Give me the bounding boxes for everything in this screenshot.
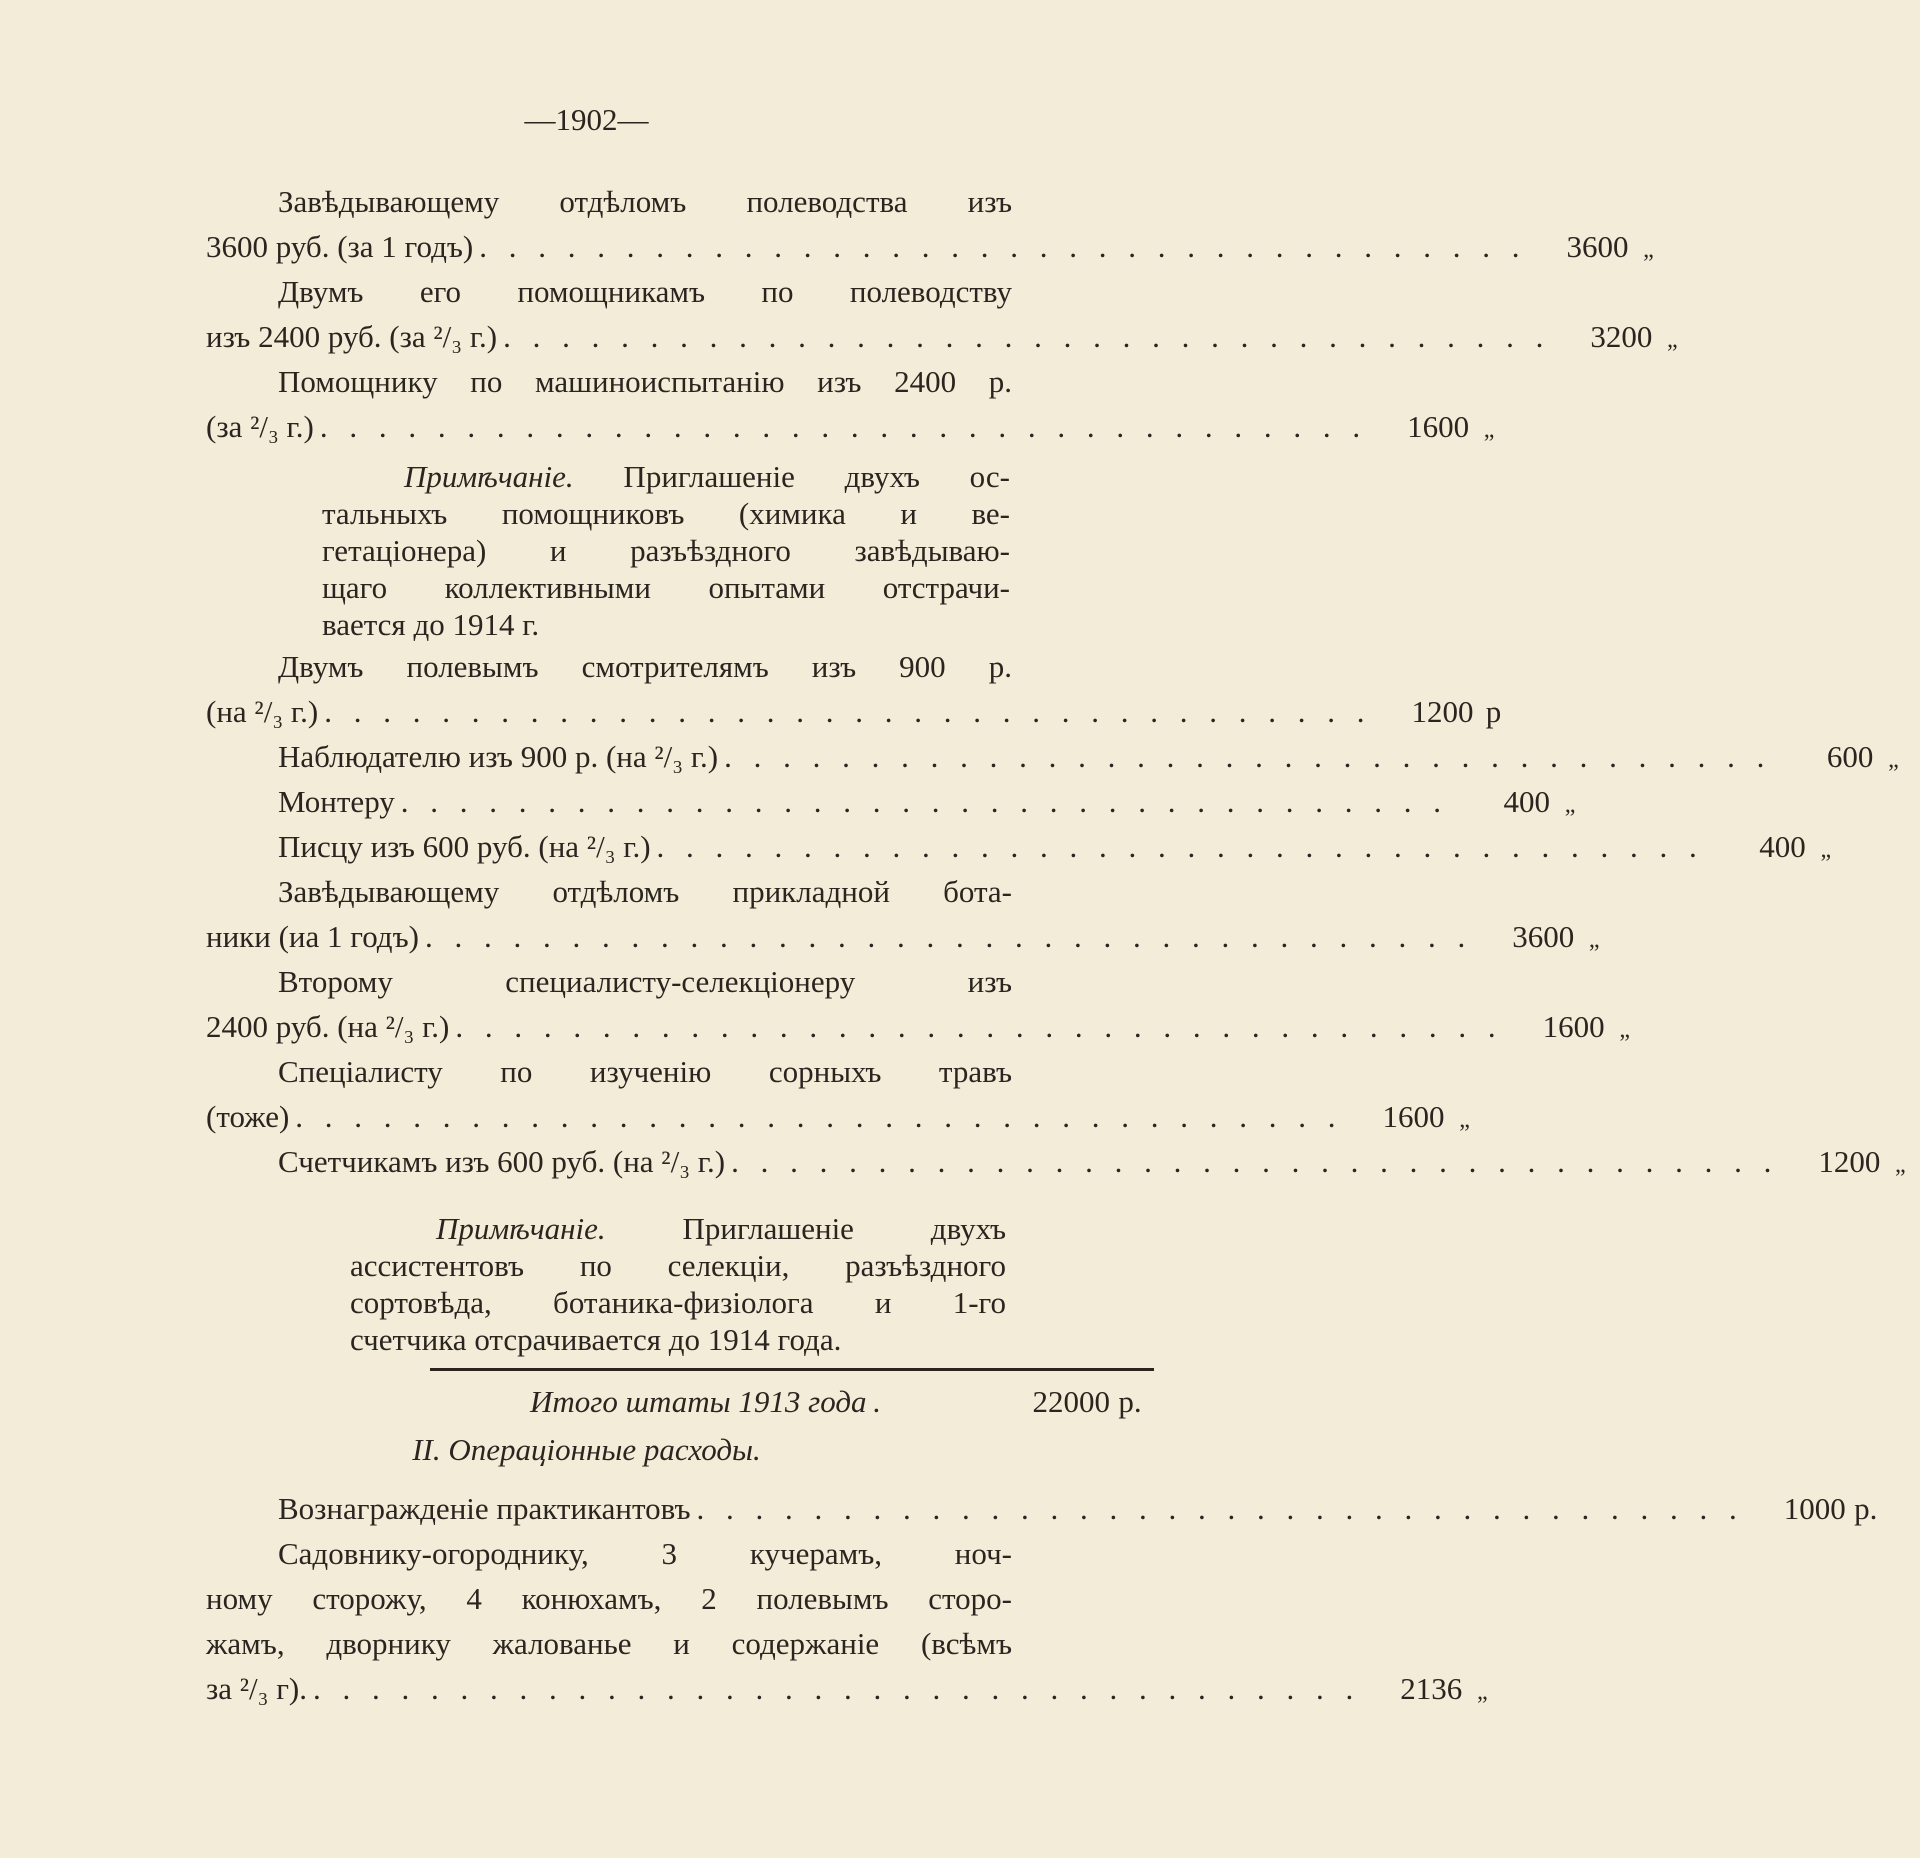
entry-row <box>206 1140 1906 1187</box>
leader-dots: . . . . . . . . . . . . . . . . . . . . . . . . . . . . . . . . . . . . <box>313 1671 1361 1706</box>
note-line: тальныхъ помощниковъ (химика и ве- <box>322 496 1010 531</box>
entry-amount: 400 <box>1503 784 1551 819</box>
entry-amount: 3200 <box>1590 319 1653 354</box>
note-label: Примѣчаніе. <box>436 1211 606 1246</box>
note-text: Приглашеніе двухъ ос- <box>573 459 1010 494</box>
entry-row <box>206 225 1654 272</box>
entry-amount: 1600 <box>1407 409 1470 444</box>
entry-text: Счетчикамъ изъ 600 руб. (на ²/₃ г.) <box>278 1144 726 1179</box>
leader-dots: . . . . . . . . . . . . . . . . . . . . . . . . . . . . . . . . . . . . <box>400 784 1449 819</box>
entry-unit: р. <box>1854 1491 1878 1526</box>
text-line: Спеціалисту по изученію сорныхъ травъ <box>278 1054 1012 1089</box>
leader-dots: . . . . . . . . . . . . . . . . . . . . . . . . . . . . . . . . . . . . <box>324 694 1372 729</box>
note-text: Приглашеніе двухъ <box>605 1211 1006 1246</box>
entry-row <box>206 1095 1470 1142</box>
entry-row <box>206 735 1899 782</box>
entry-row <box>206 1005 1630 1052</box>
entry-amount: 2136 <box>1400 1671 1463 1706</box>
entry-unit: „ <box>1459 1107 1470 1133</box>
entry-unit: „ <box>1667 327 1678 353</box>
entry-row <box>206 1487 1878 1531</box>
leader-dots: . . . . . . . . . . . . . . . . . . . . . . . . . . . . . . . . . . . . <box>424 919 1473 954</box>
note-block <box>322 458 1010 643</box>
entry-amount: 1000 <box>1783 1491 1846 1526</box>
leader-dots: . . . . . . . . . . . . . . . . . . . . . . . . . . . . . . . . . . . . <box>696 1491 1744 1526</box>
text-line: Двумъ его помощникамъ по полеводству <box>278 274 1012 309</box>
total-label: Итого штаты 1913 года <box>530 1384 867 1419</box>
note-line: сортовѣда, ботаника-физіолога и 1-го <box>350 1285 1006 1320</box>
entry-unit: „ <box>1619 1017 1630 1043</box>
entry-text: (тоже) <box>206 1099 290 1134</box>
entry-unit: „ <box>1643 237 1654 263</box>
entry-unit: „ <box>1888 747 1899 773</box>
entry-unit: „ <box>1483 417 1495 443</box>
leader-dots: . . . . . . . . . . . . . . . . . . . . . . . . . . . . . . . . . . . . <box>319 409 1368 444</box>
entry-row <box>206 315 1678 362</box>
entry-row <box>206 690 1502 734</box>
entry-amount: 3600 <box>1512 919 1575 954</box>
entry-row <box>206 780 1576 827</box>
total-unit: р. <box>1118 1384 1142 1419</box>
text-line: Второму специалисту-селекціонеру изъ <box>278 964 1012 999</box>
entry-row <box>206 915 1600 962</box>
text-line: жамъ, дворнику жалованье и содержаніе (всѣмъ <box>206 1626 1012 1661</box>
leader-dots: . . . . . . . . . . . . . . . . . . . . . . . . . . . . . . . . . . . . <box>731 1144 1779 1179</box>
leader-dots: . . . . . . . . . . . . . . . . . . . . . . . . . . . . . . . . . . . . <box>724 739 1772 774</box>
note-line: вается до 1914 г. <box>322 607 540 642</box>
entry-text: за ²/₃ г). <box>206 1671 308 1706</box>
text-line: Завѣдывающему отдѣломъ прикладной бота- <box>278 874 1012 909</box>
note-line: счетчика отсрачивается до 1914 года. <box>350 1322 842 1357</box>
leader-dots: . . . . . . . . . . . . . . . . . . . . . . . . . . . . . . . . . . . . <box>656 829 1704 864</box>
leader-dots: . . . . . . . . . . . . . . . . . . . . . . . . . . . . . . . . . . . . <box>503 319 1551 354</box>
entry-text: ники (иа 1 годъ) <box>206 919 419 954</box>
leader-dots: . . . . . . . . . . . . . . . . . . . . . . . . . . . . . . . . . . . . <box>479 229 1527 264</box>
total-rule <box>430 1368 1154 1371</box>
entry-unit: „ <box>1820 837 1832 863</box>
total-row: Итого штаты 1913 года . 22000 р. <box>530 1380 1150 1424</box>
text-line: Садовнику-огороднику, 3 кучерамъ, ноч- <box>278 1536 1012 1571</box>
text-line: Помощнику по машиноиспытанію изъ 2400 р. <box>278 364 1012 399</box>
note-line: ассистентовъ по селекціи, разъѣздного <box>350 1248 1006 1283</box>
entry-unit: „ <box>1588 927 1600 953</box>
page-number: —1902— <box>524 102 649 137</box>
entry-amount: 600 <box>1826 739 1874 774</box>
entry-amount: 3600 <box>1566 229 1629 264</box>
entry-text: Вознагражденіе практикантовъ <box>278 1491 691 1526</box>
entry-text: Писцу изъ 600 руб. (на ²/₃ г.) <box>278 829 651 864</box>
note-line: гетаціонера) и разъѣздного завѣдываю- <box>322 533 1010 568</box>
total-amount: 22000 <box>1032 1384 1110 1419</box>
note-label: Примѣчаніе. <box>404 459 574 494</box>
entry-text: изъ 2400 руб. (за ²/₃ г.) <box>206 319 498 354</box>
entry-amount: 1600 <box>1542 1009 1605 1044</box>
note-line: щаго коллективными опытами отстрачи- <box>322 570 1010 605</box>
entry-row <box>206 825 1832 872</box>
entry-row <box>206 1667 1488 1714</box>
entry-amount: 1600 <box>1382 1099 1445 1134</box>
entry-row <box>206 405 1495 452</box>
entry-amount: 1200 <box>1818 1144 1881 1179</box>
entry-text: Монтеру <box>278 784 395 819</box>
entry-text: Наблюдателю изъ 900 р. (на ²/₃ г.) <box>278 739 719 774</box>
section-heading: II. Операціонные расходы. <box>412 1432 761 1467</box>
note-block <box>350 1210 1006 1358</box>
leader-dots: . . . . . . . . . . . . . . . . . . . . . . . . . . . . . . . . . . . . <box>455 1009 1503 1044</box>
entry-unit: р <box>1485 694 1502 729</box>
entry-text: (на ²/₃ г.) <box>206 694 319 729</box>
entry-amount: 400 <box>1759 829 1806 864</box>
entry-text: (за ²/₃ г.) <box>206 409 314 444</box>
entry-unit: „ <box>1895 1152 1906 1178</box>
entry-amount: 1200 <box>1411 694 1474 729</box>
entry-unit: „ <box>1564 792 1576 818</box>
entry-text: 3600 руб. (за 1 годъ) <box>206 229 474 264</box>
entry-unit: „ <box>1476 1679 1488 1705</box>
text-line: ному сторожу, 4 конюхамъ, 2 полевымъ сторо- <box>206 1581 1012 1616</box>
text-line: Завѣдывающему отдѣломъ полеводства изъ <box>278 184 1012 219</box>
leader-dots: . . . . . . . . . . . . . . . . . . . . . . . . . . . . . . . . . . . . <box>295 1099 1343 1134</box>
entry-text: 2400 руб. (на ²/₃ г.) <box>206 1009 450 1044</box>
text-line: Двумъ полевымъ смотрителямъ изъ 900 р. <box>278 649 1012 684</box>
